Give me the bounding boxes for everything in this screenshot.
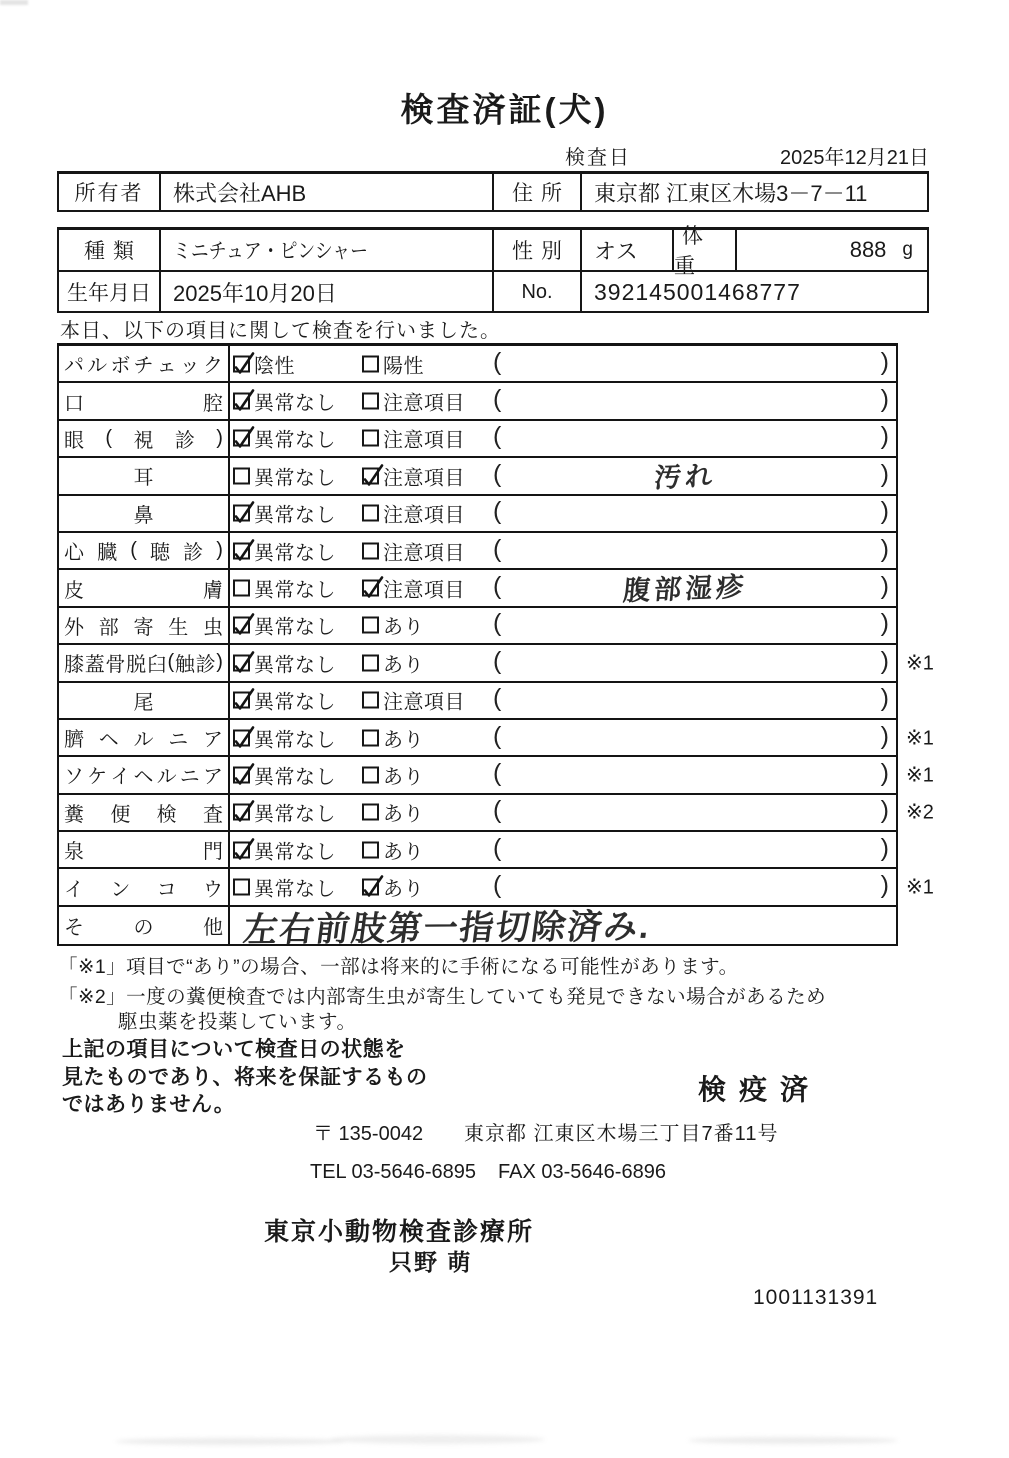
paren-close: ) [880,459,889,488]
checkbox-icon [362,542,379,559]
option-2-label: 注意項目 [383,579,465,602]
birth-label: 生年月日 [59,272,161,312]
checklist-row [59,832,896,869]
option-1-label: 異常なし [254,878,336,901]
checklist-row-main [230,757,934,792]
option-1 [233,798,336,827]
checklist-item-label: イ ン コ ウ [59,869,230,904]
paren-close: ) [880,871,889,900]
animal-table [57,227,929,313]
check-mark-icon [361,875,386,900]
footnote-mark: ※1 [906,652,934,675]
handwritten-note [520,395,851,407]
option-2-label: 注意項目 [383,691,465,714]
checklist-row-main [230,720,934,755]
check-mark-icon [232,389,257,414]
disclaimer-line3: ではありません。 [62,1093,236,1116]
paren-open: ( [493,422,502,451]
paren-close: ) [880,572,889,601]
checklist-row-main [230,570,896,605]
handwritten-note [520,507,851,519]
weight-unit: g [902,239,913,260]
sex-value: オス [582,230,674,270]
disclaimer-line2: 見たものであり、将来を保証するもの [62,1065,428,1089]
checklist-row-main [230,645,934,680]
weight-number: 888 [849,237,887,262]
checklist-row [59,570,896,607]
checkbox-icon [233,766,250,783]
checklist-row-main [230,907,896,949]
checklist-row-main [230,383,896,418]
checkbox-icon [362,467,379,484]
check-mark-icon [361,463,386,488]
handwritten-note [520,694,851,706]
option-2 [362,349,424,378]
option-2 [362,536,465,565]
option-1 [233,499,336,528]
postal-code: 〒 135-0042 [313,1123,424,1145]
checklist-item-label: 糞 便 検 査 [59,795,230,830]
paren-close: ) [880,497,889,526]
checkbox-icon [362,879,379,896]
checklist-row-main [230,458,896,493]
weight-value [737,230,927,270]
owner-label: 所有者 [59,174,161,210]
checkbox-icon [233,692,250,709]
checklist-item-label: 口 腔 [59,383,230,418]
checklist-item-label: パ ル ボ チ ェ ッ ク [59,346,230,381]
checklist-row-main [230,683,896,718]
option-2-label: あり [383,878,424,901]
paren-open: ( [493,609,502,638]
check-mark-icon [232,688,257,713]
paren-open: ( [493,721,502,750]
checkbox-icon [233,542,250,559]
checkbox-icon [362,804,379,821]
paren-open: ( [493,459,502,488]
fax-number: FAX 03-5646-6896 [498,1161,666,1183]
check-mark-icon [232,613,257,638]
checkbox-icon [233,879,250,896]
checklist-row [59,720,934,757]
checkbox-icon [233,580,250,597]
option-1-label: 異常なし [254,616,336,639]
paren-open: ( [493,646,502,675]
paren-close: ) [880,609,889,638]
checklist-item-label: 鼻 [59,496,230,531]
option-1 [233,349,295,378]
option-1 [233,611,336,640]
paren-close: ) [880,422,889,451]
checklist-row [59,683,896,720]
paren-open: ( [493,759,502,788]
handwritten-note [520,358,851,370]
option-2 [362,387,465,416]
paren-close: ) [880,721,889,750]
checklist-row [59,907,896,949]
option-2 [362,760,424,789]
check-mark-icon [232,501,257,526]
checklist-row [59,496,896,533]
option-2 [362,648,424,677]
no-value: 392145001468777 [594,278,801,305]
option-2-label: あり [383,803,424,826]
footnote-2-line1: 「※2」一度の糞便検査では内部寄生虫が寄生していても発見できない場合があるため [58,986,827,1008]
checkbox-icon [362,580,379,597]
disclaimer-text [62,1036,462,1119]
option-2-label: 注意項目 [383,392,465,415]
checkbox-icon [233,804,250,821]
checklist-item-label: 心 臓 ( 聴 診 ) [59,533,230,568]
option-1 [233,873,336,902]
option-2-label: あり [383,841,424,864]
intro-text: 本日、以下の項目に関して検査を行いました。 [60,320,501,342]
footnote-mark: ※1 [906,876,934,899]
checklist-row [59,795,934,832]
checklist-row [59,757,934,794]
option-2-label: 注意項目 [383,467,465,490]
option-2-label: 注意項目 [383,504,465,527]
option-2 [362,835,424,864]
paren-close: ) [880,385,889,414]
paren-open: ( [493,497,502,526]
footnote-1: 「※1」項目で“あり”の場合、一部は将来的に手術になる可能性があります。 [58,956,739,978]
handwritten-note [520,732,851,744]
checklist-row-main [230,496,896,531]
option-2 [362,798,424,827]
checklist-row [59,383,896,420]
checklist-table [57,343,934,949]
checkbox-icon [362,692,379,709]
checkbox-icon [362,393,379,410]
checklist-item-label: 耳 [59,458,230,493]
page-title: 検査済証(犬) [400,91,609,128]
checklist-item-label: ソ ケ イ ヘ ル ニ ア [59,757,230,792]
checkbox-icon [233,841,250,858]
handwritten-note [520,844,851,856]
paren-open: ( [493,534,502,563]
option-1-label: 異常なし [254,579,336,602]
scan-artifact [330,1435,545,1444]
checkbox-icon [362,841,379,858]
option-2-label: 注意項目 [383,542,465,565]
paren-close: ) [880,534,889,563]
checkbox-icon [362,617,379,634]
option-2 [362,574,465,603]
handwritten-note [520,433,851,445]
option-1 [233,760,336,789]
paren-close: ) [880,347,889,376]
footnote-mark: ※2 [906,801,934,824]
option-2 [362,611,424,640]
checkbox-icon [362,729,379,746]
tel-number: TEL 03-5646-6895 [310,1161,477,1183]
checklist-row [59,645,934,682]
option-2-label: あり [383,729,424,752]
handwritten-note [520,545,851,557]
address-value: 東京都 江東区木場3－7－11 [594,180,868,206]
birth-value: 2025年10月20日 [161,272,494,312]
paren-open: ( [493,385,502,414]
option-1 [233,648,336,677]
option-2-label: あり [383,654,424,677]
owner-table [57,171,929,212]
checklist-item-label: 皮 膚 [59,570,230,605]
check-mark-icon [232,837,257,862]
handwritten-note [520,881,851,893]
option-2-label: 陽性 [383,355,424,378]
checkbox-icon [362,505,379,522]
check-mark-icon [232,538,257,563]
handwritten-note [520,620,851,632]
clinic-name: 東京小動物検査診療所 [264,1218,535,1246]
checkbox-icon [362,430,379,447]
inspection-date-label: 検査日 [565,147,631,169]
handwritten-note [520,807,851,819]
option-1-label: 異常なし [254,654,336,677]
handwritten-note: 汚れ [652,460,718,493]
breed-value: ミニチュア・ピンシャー [161,230,494,270]
option-2 [362,723,424,752]
handwritten-note [520,657,851,669]
handwritten-note: 腹部湿疹 [622,571,749,607]
paren-open: ( [493,796,502,825]
checklist-row-main [230,346,896,381]
quarantine-stamp: 検疫済 [698,1074,822,1105]
option-1 [233,574,336,603]
option-2-label: あり [383,766,424,789]
checkbox-icon [362,766,379,783]
scan-artifact [115,1438,345,1445]
tel-fax-line [310,1161,666,1184]
paren-close: ) [880,646,889,675]
option-1-label: 異常なし [254,766,336,789]
handwritten-note: 左右前肢第一指切除済み. [241,907,654,949]
checklist-row [59,346,896,383]
checkbox-icon [233,393,250,410]
check-mark-icon [232,725,257,750]
checklist-item-label: そ の 他 [59,907,230,944]
option-1 [233,387,336,416]
check-mark-icon [361,576,386,601]
option-1 [233,723,336,752]
checklist-item-label: 臍 ヘ ル ニ ア [59,720,230,755]
checklist-row [59,608,896,645]
breed-label: 種類 [59,230,161,270]
checkbox-icon [233,467,250,484]
checklist-row-main [230,795,934,830]
checkbox-icon [362,654,379,671]
footnote-2-line2: 駆虫薬を投薬しています。 [118,1011,357,1033]
option-2 [362,499,465,528]
option-1 [233,461,336,490]
option-1-label: 異常なし [254,729,336,752]
option-2-label: 注意項目 [383,429,465,452]
check-mark-icon [232,800,257,825]
option-1 [233,536,336,565]
footnote-mark: ※1 [906,764,934,787]
paren-open: ( [493,833,502,862]
option-1 [233,835,336,864]
checkbox-icon [233,355,250,372]
option-1-label: 異常なし [254,467,336,490]
inspection-date-value: 2025年12月21日 [780,147,929,169]
sex-label: 性別 [494,230,582,270]
paren-open: ( [493,684,502,713]
checklist-row [59,458,896,495]
option-2 [362,424,465,453]
option-2-label: あり [383,616,424,639]
checklist-item-label: 尾 [59,683,230,718]
check-mark-icon [232,426,257,451]
no-label: No. [494,272,582,312]
option-1-label: 異常なし [254,841,336,864]
option-1-label: 異常なし [254,691,336,714]
checklist-item-label: 膝 蓋 骨 脱 臼 ( 触 診 ) [59,645,230,680]
option-1-label: 異常なし [254,392,336,415]
check-mark-icon [232,351,257,376]
checkbox-icon [233,654,250,671]
document-code: 1001131391 [753,1286,879,1309]
disclaimer-line1: 上記の項目について検査日の状態を [62,1038,406,1061]
weight-label: 体重 [674,230,737,270]
check-mark-icon [232,650,257,675]
paren-open: ( [493,572,502,601]
paren-close: ) [880,684,889,713]
checkbox-icon [233,729,250,746]
paren-open: ( [493,347,502,376]
clinic-address: 東京都 江東区木場三丁目7番11号 [464,1123,779,1145]
examiner-name: 只野 萌 [389,1249,473,1275]
option-2 [362,461,465,490]
checklist-row-main [230,608,896,643]
option-1-label: 異常なし [254,803,336,826]
paren-close: ) [880,833,889,862]
option-1 [233,686,336,715]
option-2 [362,873,424,902]
checklist-item-label: 泉 門 [59,832,230,867]
paren-close: ) [880,759,889,788]
option-1 [233,424,336,453]
option-2 [362,686,465,715]
footnote-mark: ※1 [906,727,934,750]
checklist-item-label: 眼 ( 視 診 ) [59,421,230,456]
checkbox-icon [362,355,379,372]
checkbox-icon [233,505,250,522]
scan-artifact [688,1437,898,1444]
checklist-item-label: 外 部 寄 生 虫 [59,608,230,643]
option-1-label: 異常なし [254,504,336,527]
handwritten-note [520,769,851,781]
option-1-label: 異常なし [254,429,336,452]
owner-value: 株式会社AHB [161,174,494,210]
paren-open: ( [493,871,502,900]
scan-artifact [0,0,28,5]
checkbox-icon [233,430,250,447]
paren-close: ) [880,796,889,825]
checkbox-icon [233,617,250,634]
checklist-row-main [230,832,896,867]
check-mark-icon [232,762,257,787]
option-1-label: 陰性 [254,355,295,378]
address-label: 住所 [494,174,582,210]
option-1-label: 異常なし [254,542,336,565]
